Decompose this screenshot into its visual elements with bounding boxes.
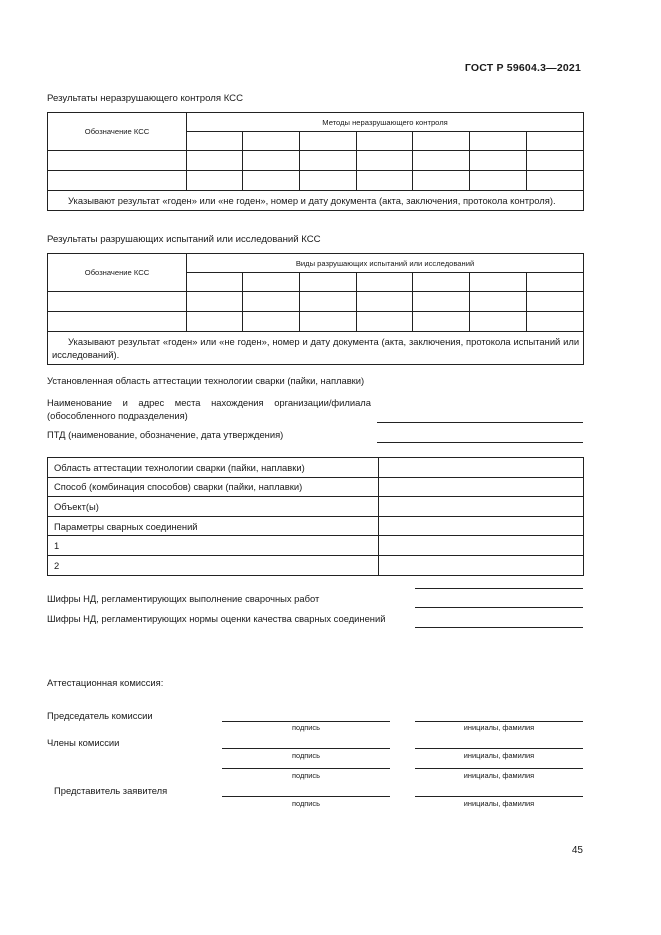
cell bbox=[243, 171, 300, 191]
ptd-label: ПТД (наименование, обозначение, дата утверждения) bbox=[47, 429, 284, 440]
cell bbox=[357, 171, 413, 191]
work-regulation-label: Шифры НД, регламентирующих выполнение сварочных работ bbox=[47, 593, 320, 604]
org-address-line[interactable] bbox=[377, 422, 583, 423]
cell bbox=[413, 292, 470, 312]
page-number: 45 bbox=[571, 845, 583, 856]
signature-caption: подпись bbox=[292, 771, 320, 780]
dt-subcol bbox=[187, 273, 243, 292]
quality-norms-line[interactable] bbox=[415, 627, 583, 628]
codes-top-line bbox=[415, 588, 583, 589]
dt-col-types: Виды разрушающих испытаний или исследований bbox=[187, 254, 584, 273]
cell bbox=[413, 151, 470, 171]
chairman-name-line[interactable] bbox=[415, 721, 583, 722]
table-row bbox=[48, 555, 584, 575]
initials-caption: инициалы, фамилия bbox=[463, 751, 535, 760]
cell bbox=[527, 292, 584, 312]
cell bbox=[527, 151, 584, 171]
att-row-value[interactable] bbox=[379, 516, 584, 536]
table-row bbox=[48, 497, 584, 517]
dt-subcol bbox=[413, 273, 470, 292]
cell bbox=[48, 171, 187, 191]
att-row-label: Способ (комбинация способов) сварки (пайки, наплавки) bbox=[48, 477, 379, 497]
chairman-signature-line[interactable] bbox=[222, 721, 390, 722]
dt-subcol bbox=[243, 273, 300, 292]
dt-heading: Результаты разрушающих испытаний или исследований КСС bbox=[47, 234, 321, 245]
table-row bbox=[48, 292, 584, 312]
cell bbox=[300, 312, 357, 332]
applicant-rep-label: Представитель заявителя bbox=[54, 785, 168, 796]
ndt-subcol bbox=[470, 132, 527, 151]
members-label: Члены комиссии bbox=[47, 737, 120, 748]
att-row-value[interactable] bbox=[379, 458, 584, 478]
signature-caption: подпись bbox=[292, 751, 320, 760]
att-row-label: 2 bbox=[48, 555, 379, 575]
applicant-name-line[interactable] bbox=[415, 796, 583, 797]
dt-subcol bbox=[300, 273, 357, 292]
table-row bbox=[48, 516, 584, 536]
ndt-col-methods: Методы неразрушающего контроля bbox=[187, 113, 584, 132]
table-row bbox=[48, 477, 584, 497]
cell bbox=[470, 171, 527, 191]
cell bbox=[300, 171, 357, 191]
cell bbox=[300, 292, 357, 312]
att-row-label: Объект(ы) bbox=[48, 497, 379, 517]
cell bbox=[48, 292, 187, 312]
ndt-subcol bbox=[243, 132, 300, 151]
cell bbox=[300, 151, 357, 171]
cell bbox=[470, 312, 527, 332]
ndt-heading: Результаты неразрушающего контроля КСС bbox=[47, 93, 244, 104]
cell bbox=[187, 171, 243, 191]
cell bbox=[357, 312, 413, 332]
work-regulation-line[interactable] bbox=[415, 607, 583, 608]
attestation-table bbox=[47, 457, 584, 576]
cell bbox=[357, 292, 413, 312]
initials-caption: инициалы, фамилия bbox=[463, 799, 535, 808]
dt-subcol bbox=[527, 273, 584, 292]
member-signature-line[interactable] bbox=[222, 768, 390, 769]
ndt-table bbox=[47, 112, 584, 211]
att-row-label: Параметры сварных соединений bbox=[48, 516, 379, 536]
table-row bbox=[48, 536, 584, 556]
signature-caption: подпись bbox=[292, 723, 320, 732]
cell bbox=[413, 171, 470, 191]
table-row bbox=[48, 458, 584, 478]
cell bbox=[527, 312, 584, 332]
cell bbox=[243, 312, 300, 332]
ndt-col-designation: Обозначение КСС bbox=[48, 113, 187, 151]
ndt-subcol bbox=[413, 132, 470, 151]
cell bbox=[48, 312, 187, 332]
ndt-subcol bbox=[300, 132, 357, 151]
chairman-label: Председатель комиссии bbox=[47, 710, 153, 721]
cell bbox=[413, 312, 470, 332]
ndt-subcol bbox=[527, 132, 584, 151]
att-row-value[interactable] bbox=[379, 555, 584, 575]
established-area-label: Установленная область аттестации технологии сварки (пайки, наплавки) bbox=[47, 375, 365, 386]
att-row-value[interactable] bbox=[379, 497, 584, 517]
att-row-label: 1 bbox=[48, 536, 379, 556]
dt-table bbox=[47, 253, 584, 365]
dt-subcol bbox=[470, 273, 527, 292]
table-row bbox=[48, 151, 584, 171]
att-row-value[interactable] bbox=[379, 477, 584, 497]
ndt-subcol bbox=[187, 132, 243, 151]
member-signature-line[interactable] bbox=[222, 748, 390, 749]
dt-col-designation: Обозначение КСС bbox=[48, 254, 187, 292]
org-address-label: Наименование и адрес места нахождения организации/филиала (обособленного подразделения) bbox=[47, 397, 371, 421]
signature-caption: подпись bbox=[292, 799, 320, 808]
att-row-label: Область аттестации технологии сварки (пайки, наплавки) bbox=[48, 458, 379, 478]
cell bbox=[187, 312, 243, 332]
dt-subcol bbox=[357, 273, 413, 292]
member-name-line[interactable] bbox=[415, 768, 583, 769]
cell bbox=[187, 151, 243, 171]
ptd-line[interactable] bbox=[377, 442, 583, 443]
table-row bbox=[48, 312, 584, 332]
cell bbox=[187, 292, 243, 312]
initials-caption: инициалы, фамилия bbox=[463, 723, 535, 732]
commission-title: Аттестационная комиссия: bbox=[47, 677, 164, 688]
cell bbox=[470, 292, 527, 312]
quality-norms-label: Шифры НД, регламентирующих нормы оценки качества сварных соединений bbox=[47, 613, 386, 624]
ndt-subcol bbox=[357, 132, 413, 151]
member-name-line[interactable] bbox=[415, 748, 583, 749]
cell bbox=[48, 151, 187, 171]
table-row bbox=[48, 171, 584, 191]
cell bbox=[470, 151, 527, 171]
cell bbox=[243, 292, 300, 312]
initials-caption: инициалы, фамилия bbox=[463, 771, 535, 780]
cell bbox=[527, 171, 584, 191]
cell bbox=[243, 151, 300, 171]
cell bbox=[357, 151, 413, 171]
dt-note: Указывают результат «годен» или «не годен», номер и дату документа (акта, заключения, протокола испытаний или исследований). bbox=[48, 332, 584, 365]
att-row-value[interactable] bbox=[379, 536, 584, 556]
standard-designation: ГОСТ Р 59604.3—2021 bbox=[464, 62, 581, 74]
ndt-note: Указывают результат «годен» или «не годен», номер и дату документа (акта, заключения, протокола контроля). bbox=[48, 191, 584, 211]
applicant-signature-line[interactable] bbox=[222, 796, 390, 797]
